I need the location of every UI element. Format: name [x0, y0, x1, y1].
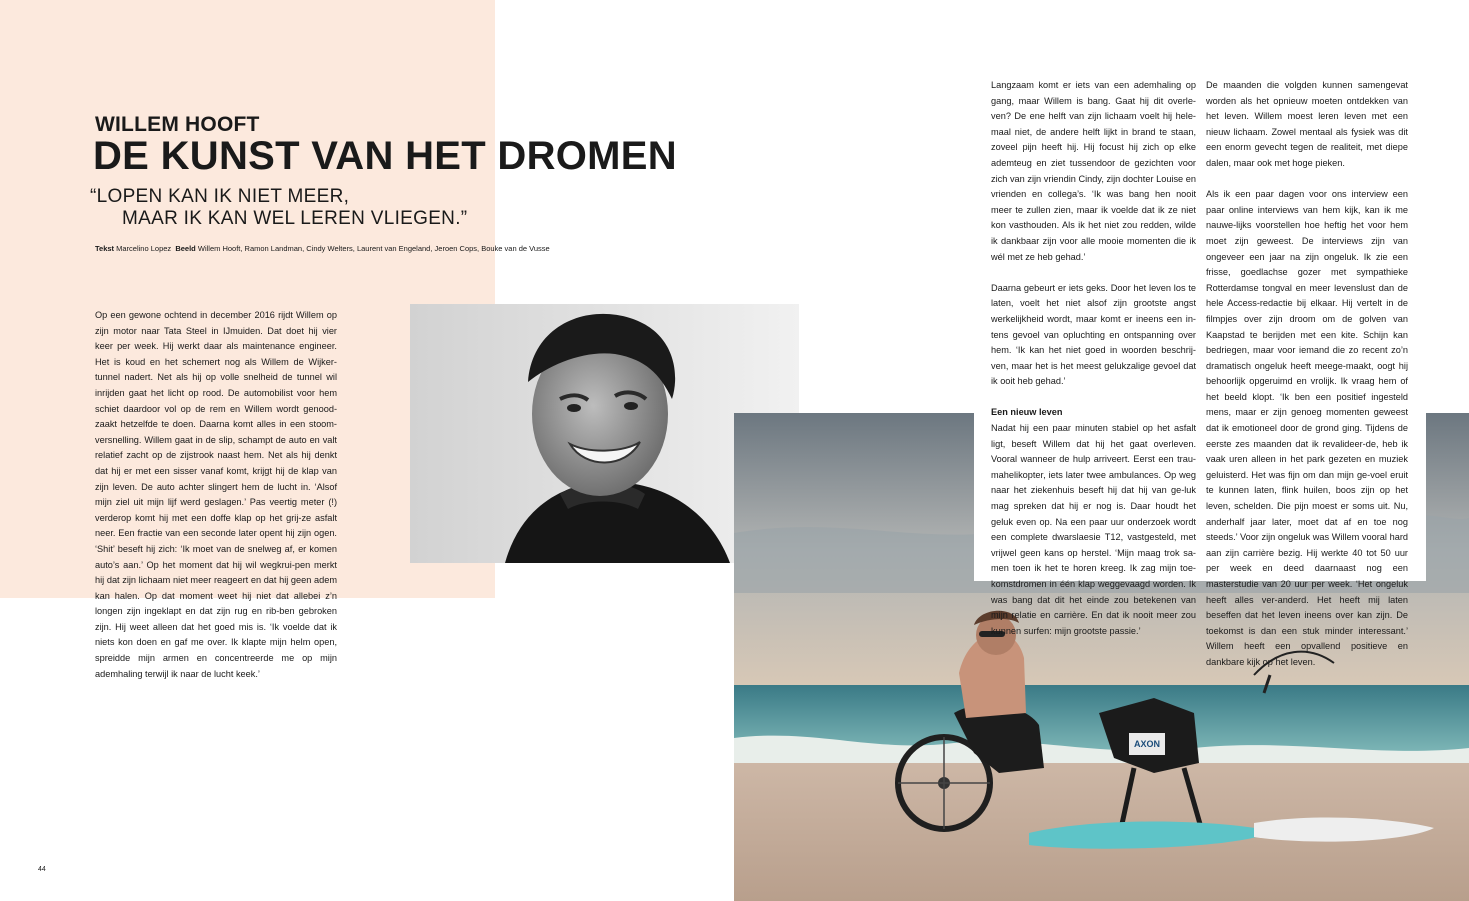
credits	[95, 244, 550, 253]
credits-image-names: Willem Hooft, Ramon Landman, Cindy Welters, Laurent van Engeland, Jeroen Cops, Bouke van de Vusse	[197, 244, 550, 253]
pull-quote-line-2: MAAR IK KAN WEL LEREN VLIEGEN.”	[122, 208, 468, 229]
paragraph: Als ik een paar dagen voor ons interview een paar online interviews van hem kijk, kan ik me nauwe-lijks voorstellen hoe heftig het voor hem moet zijn geweest. De interviews zijn van ongeveer een jaar na zijn ongeluk. Ik zie een frisse, goedlachse gozer met sympathieke Rotterdamse tongval en meer levenslust dan de hele Access-redactie bij elkaar. Hij vertelt in de filmpjes over zijn droom om de golven van Kaapstad te berijden met een kite. Schijn kan bedriegen, maar voor iemand die zo recent zo’n dramatisch ongeluk heeft meege-maakt, oogt hij behoorlijk opgeruimd en vrolijk. Ik vraag hem of het beeld klopt. ‘Ik ben een positief ingesteld mens, maar er zijn genoeg momenten geweest dat ik emotioneel door de grond ging. Tijdens de eerste zes maanden dat ik revalideer-de, heb ik vaak uren alleen in het park gezeten en muziek geluisterd. Het was fijn om dan mijn ge-voel eruit te kunnen laten, flink huilen, boos zijn op het leven, schelden. Die pijn moest er soms uit. Nu, anderhalf jaar later, moet dat af en toe nog steeds.’ Voor zijn ongeluk was Willem vooral hard aan zijn carrière bezig. Hij werkte 40 tot 50 uur per week en deed daarnaast nog een masterstudie van 20 uur per week. ‘Het ongeluk heeft alles ver-anderd. Het heeft mij laten beseffen dat het leven ineens over kan zijn. De toekomst is dan een stuk minder interessant.’ Willem heeft een opvallend positieve en dankbare kijk op het leven.	[1206, 189, 1408, 667]
credits-image-label: Beeld	[175, 244, 196, 253]
paragraph: Nadat hij een paar minuten stabiel op het asfalt ligt, beseft Willem dat hij het gaat overleven. Vooral wanneer de hulp arriveert. Eerst een trau-mahelikopter, iets later twee ambulances. Op weg naar het ziekenhuis beseft hij dat hij van ge-luk mag spreken dat hij er nog is. Daar houdt het geluk even op. Na een paar uur onderzoek wordt een complete dwarslaesie T12, vastgesteld, met vrijwel geen kans op herstel. ‘Mijn maag trok sa-men toen ik het te horen kreeg. Ik zag mijn toe-komstdromen in één klap weggevaagd worden. Ik was bang dat dit het einde zou betekenen van mijn relatie en carrière. En dat ik nooit meer zou kunnen surfen: mijn grootste passie.’	[991, 423, 1196, 636]
chair-brand-label: AXON	[1134, 739, 1161, 749]
page-number: 44	[38, 866, 46, 873]
paragraph: De maanden die volgden kunnen samengevat worden als het opnieuw moeten ontdekken van het leven. Willem moest leren leven met een nieuw lichaam. Zowel mentaal als fysiek was dit een enorm gevecht tegen de realiteit, met diepe dalen, maar ook met hoge pieken.	[1206, 80, 1408, 168]
pull-quote-line-1: “LOPEN KAN IK NIET MEER,	[90, 186, 350, 207]
article-column-1	[95, 308, 337, 698]
credits-text-names: Marcelino Lopez	[116, 244, 172, 253]
paragraph: Op een gewone ochtend in december 2016 rijdt Willem op zijn motor naar Tata Steel in IJmuiden. Dat doet hij vier keer per week. Hij werkt daar als maintenance engineer. Het is koud en het schemert nog als Willem de Wijker-tunnel nadert. Net als hij op volle snelheid de tunnel wil inrijden gaat het licht op rood. De automobilist voor hem schiet daardoor vol op de rem en Willem wordt genood-zaakt hetzelfde te doen. Daarna komt alles in een stoom-versnelling. Willem gaat in de slip, schampt de auto en valt relatief zacht op de zijstrook naast hem. Net als hij denkt dat hij er met een sisser vanaf komt, krijgt hij de klap van zijn leven. De auto achter slingert hem de lucht in. ‘Alsof mijn ziel uit mijn lijf werd geslagen.’ Pas veertig meter (!) verderop komt hij met een doffe klap op het grij-ze asfalt neer. Een fractie van een seconde later opent hij zijn ogen. ‘Shit’ beseft hij zich: ‘Ik moet van de snelweg af, er komen auto’s aan.’ Op het moment dat hij wil wegkrui-pen merkt hij dat zijn lichaam niet meer reageert en dat hij geen adem kan halen. Op dat moment weet hij niet dat allebei z’n longen zijn ingeklapt en dat zijn rug en rib-ben gebroken zijn. Hij weet alleen dat het goed mis is. ‘Ik voelde dat ik niets kon doen en gaf me over. Ik klapte mijn helm open, spreidde mijn armen en concentreerde me op mijn ademhaling terwijl ik naar de lucht keek.’	[95, 310, 337, 679]
article-kicker: WILLEM HOOFT	[95, 113, 260, 136]
paragraph: Langzaam komt er iets van een ademhaling op gang, maar Willem is bang. Gaat hij dit overle-ven? De ene helft van zijn lichaam voelt hij hele-maal niet, de andere helft lijkt in brand te staan, zoveel pijn heeft hij. Hij focust hij zich op elke ademteug en ziet tussendoor de gezichten voor zich van zijn vriendin Cindy, zijn dochter Louise en vrienden en collega’s. ‘Ik was bang hen nooit meer te zullen zien, maar ik voelde dat ik ze niet kon vasthouden. Als ik het niet zou redden, wilde ik dankbaar zijn voor alle mooie momenten die ik wél met ze heb gehad.’	[991, 80, 1196, 262]
pull-quote	[90, 186, 467, 230]
article-title: DE KUNST VAN HET DROMEN	[93, 134, 677, 178]
article-column-2	[991, 78, 1196, 655]
article-column-3	[1206, 78, 1408, 686]
credits-text-label: Tekst	[95, 244, 115, 253]
paragraph: Daarna gebeurt er iets geks. Door het leven los te laten, voelt het niet alsof zijn grootste angst werkelijkheid wordt, maar komt er ineens een in-tens gevoel van opluchting en ontspanning over hem. ‘Ik kan het niet goed in woorden beschrij-ven, maar het is het meest gelukzalige gevoel dat ik ooit heb gehad.’	[991, 282, 1196, 387]
subheading: Een nieuw leven	[991, 407, 1063, 418]
